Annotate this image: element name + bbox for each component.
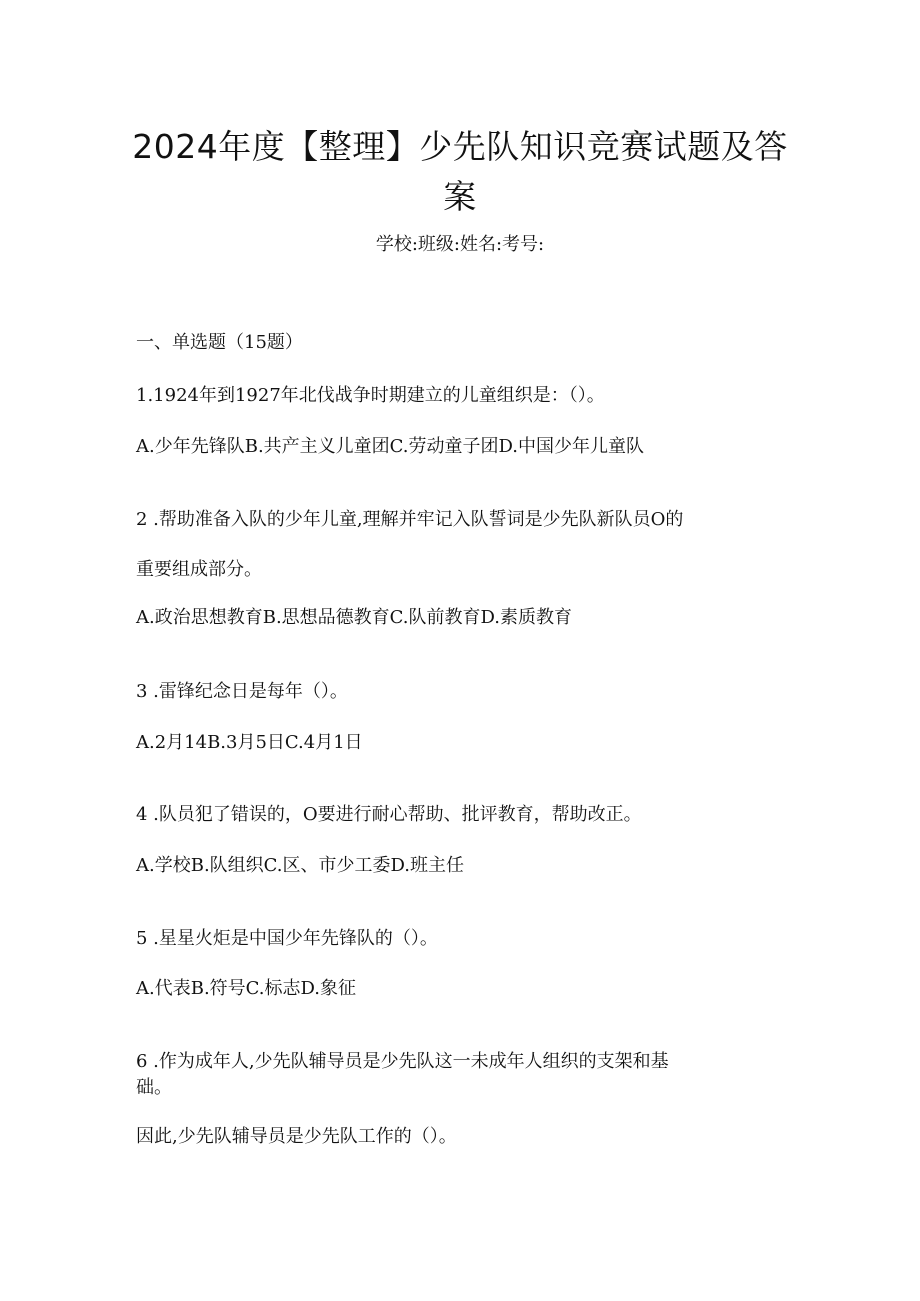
question-4: 4 .队员犯了错误的，O要进行耐心帮助、批评教育，帮助改正。 xyxy=(136,804,642,825)
question-6-wrap: 础。 xyxy=(136,1077,172,1098)
question-3-options: A.2月14B.3月5日C.4月1日 xyxy=(136,732,363,753)
student-info-line: 学校:班级:姓名:考号: xyxy=(375,234,545,255)
question-5-options: A.代表B.符号C.标志D.象征 xyxy=(136,978,357,999)
question-1-options: A.少年先锋队B.共产主义儿童团C.劳动童子团D.中国少年儿童队 xyxy=(136,436,645,457)
question-6-continued: 因此,少先队辅导员是少先队工作的（）。 xyxy=(136,1126,457,1147)
question-1: 1.1924年到1927年北伐战争时期建立的儿童组织是：（）。 xyxy=(136,385,605,406)
question-3: 3 .雷锋纪念日是每年（）。 xyxy=(136,681,348,702)
question-4-options: A.学校B.队组织C.区、市少工委D.班主任 xyxy=(136,855,465,876)
question-2-continued: 重要组成部分。 xyxy=(136,559,262,580)
question-2-options: A.政治思想教育B.思想品德教育C.队前教育D.素质教育 xyxy=(136,607,573,628)
question-6: 6 .作为成年人,少先队辅导员是少先队这一未成年人组织的支架和基 xyxy=(136,1051,669,1072)
question-2: 2 .帮助准备入队的少年儿童,理解并牢记入队誓词是少先队新队员O的 xyxy=(136,509,684,530)
section-heading: 一、单选题（15题） xyxy=(136,332,303,353)
question-5: 5 .星星火炬是中国少年先锋队的（）。 xyxy=(136,928,438,949)
page-title-line-2: 案 xyxy=(443,177,477,216)
page-title-line-1: 2024年度【整理】少先队知识竞赛试题及答 xyxy=(132,127,788,166)
